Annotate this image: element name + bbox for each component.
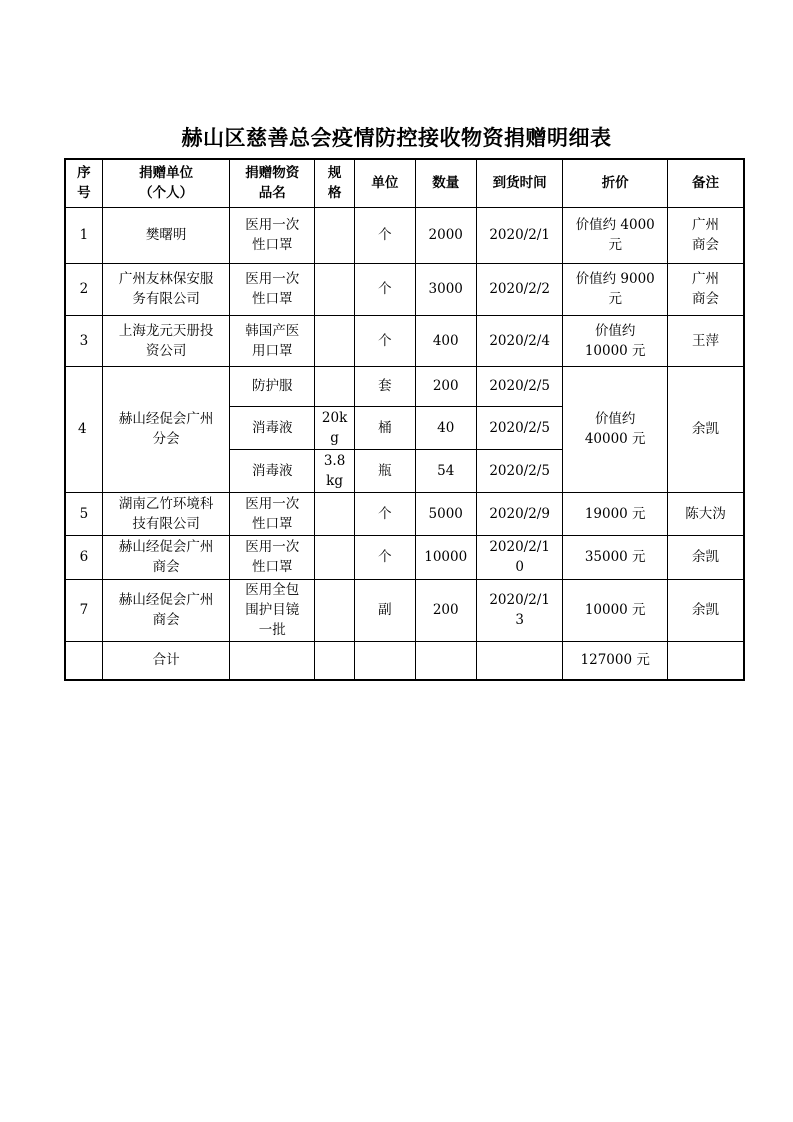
page-title: 赫山区慈善总会疫情防控接收物资捐赠明细表 (181, 126, 612, 150)
cell-seq: 1 (65, 207, 102, 263)
table-row (65, 207, 744, 263)
cell-unit: 瓶 (355, 449, 415, 492)
cell-item: 消毒液 (230, 406, 314, 449)
cell-donor: 赫山经促会广州 商会 (102, 579, 230, 641)
header-spec: 规 格 (314, 159, 354, 207)
cell-unit: 套 (355, 366, 415, 406)
cell-item (230, 641, 314, 680)
table-row (65, 263, 744, 315)
header-seq: 序 号 (65, 159, 102, 207)
cell-spec (314, 263, 354, 315)
cell-seq: 6 (65, 535, 102, 579)
cell-seq: 5 (65, 492, 102, 535)
cell-item: 韩国产医 用口罩 (230, 315, 314, 366)
cell-spec (314, 492, 354, 535)
cell-seq: 7 (65, 579, 102, 641)
header-qty: 数量 (415, 159, 476, 207)
cell-note (668, 641, 745, 680)
header-unit: 单位 (355, 159, 415, 207)
cell-qty (415, 641, 476, 680)
table-row (65, 579, 744, 641)
cell-donor: 广州友林保安服 务有限公司 (102, 263, 230, 315)
cell-value: 35000 元 (563, 535, 668, 579)
cell-item: 消毒液 (230, 449, 314, 492)
table-row (65, 535, 744, 579)
cell-seq: 3 (65, 315, 102, 366)
cell-qty: 10000 (415, 535, 476, 579)
cell-donor: 樊曙明 (102, 207, 230, 263)
cell-date: 2020/2/4 (476, 315, 563, 366)
cell-item: 医用一次 性口罩 (230, 492, 314, 535)
cell-date: 2020/2/1 (476, 207, 563, 263)
cell-note: 王萍 (668, 315, 745, 366)
cell-item: 防护服 (230, 366, 314, 406)
cell-donor: 赫山经促会广州 商会 (102, 535, 230, 579)
cell-unit: 个 (355, 263, 415, 315)
cell-unit: 桶 (355, 406, 415, 449)
cell-note: 余凯 (668, 366, 745, 492)
cell-item: 医用一次 性口罩 (230, 207, 314, 263)
cell-qty: 40 (415, 406, 476, 449)
cell-spec (314, 366, 354, 406)
header-date: 到货时间 (476, 159, 563, 207)
cell-item: 医用一次 性口罩 (230, 535, 314, 579)
cell-note: 余凯 (668, 535, 745, 579)
table-row (65, 315, 744, 366)
cell-note: 广州 商会 (668, 263, 745, 315)
cell-date: 2020/2/9 (476, 492, 563, 535)
cell-unit (355, 641, 415, 680)
cell-donor: 湖南乙竹环境科 技有限公司 (102, 492, 230, 535)
cell-note: 余凯 (668, 579, 745, 641)
cell-spec (314, 641, 354, 680)
header-row (65, 159, 744, 207)
cell-spec (314, 535, 354, 579)
header-donor: 捐赠单位 （个人） (102, 159, 230, 207)
cell-date: 2020/2/5 (476, 406, 563, 449)
cell-qty: 54 (415, 449, 476, 492)
cell-date: 2020/2/2 (476, 263, 563, 315)
cell-date: 2020/2/1 0 (476, 535, 563, 579)
table-row (65, 366, 744, 406)
cell-spec: 20k g (314, 406, 354, 449)
cell-item: 医用一次 性口罩 (230, 263, 314, 315)
cell-spec (314, 207, 354, 263)
cell-seq: 2 (65, 263, 102, 315)
cell-spec (314, 315, 354, 366)
donation-table (64, 158, 745, 681)
total-row (65, 641, 744, 680)
cell-date: 2020/2/1 3 (476, 579, 563, 641)
cell-value: 19000 元 (563, 492, 668, 535)
cell-donor: 上海龙元天册投 资公司 (102, 315, 230, 366)
cell-qty: 3000 (415, 263, 476, 315)
cell-unit: 个 (355, 535, 415, 579)
cell-value: 价值约 40000 元 (563, 366, 668, 492)
total-value: 127000 元 (563, 641, 668, 680)
cell-unit: 个 (355, 315, 415, 366)
cell-value: 价值约 4000 元 (563, 207, 668, 263)
cell-qty: 2000 (415, 207, 476, 263)
header-value: 折价 (563, 159, 668, 207)
cell-value: 价值约 10000 元 (563, 315, 668, 366)
cell-date (476, 641, 563, 680)
cell-unit: 副 (355, 579, 415, 641)
cell-seq: 4 (65, 366, 102, 492)
cell-item: 医用全包 围护目镜 一批 (230, 579, 314, 641)
cell-value: 10000 元 (563, 579, 668, 641)
header-item: 捐赠物资 品名 (230, 159, 314, 207)
cell-seq (65, 641, 102, 680)
cell-value: 价值约 9000 元 (563, 263, 668, 315)
table-row (65, 492, 744, 535)
cell-date: 2020/2/5 (476, 366, 563, 406)
cell-unit: 个 (355, 492, 415, 535)
cell-qty: 200 (415, 579, 476, 641)
cell-qty: 5000 (415, 492, 476, 535)
cell-spec: 3.8 kg (314, 449, 354, 492)
header-note: 备注 (668, 159, 745, 207)
cell-spec (314, 579, 354, 641)
cell-qty: 200 (415, 366, 476, 406)
cell-date: 2020/2/5 (476, 449, 563, 492)
cell-qty: 400 (415, 315, 476, 366)
total-label: 合计 (102, 641, 230, 680)
cell-unit: 个 (355, 207, 415, 263)
cell-note: 广州 商会 (668, 207, 745, 263)
cell-note: 陈大沩 (668, 492, 745, 535)
cell-donor: 赫山经促会广州 分会 (102, 366, 230, 492)
